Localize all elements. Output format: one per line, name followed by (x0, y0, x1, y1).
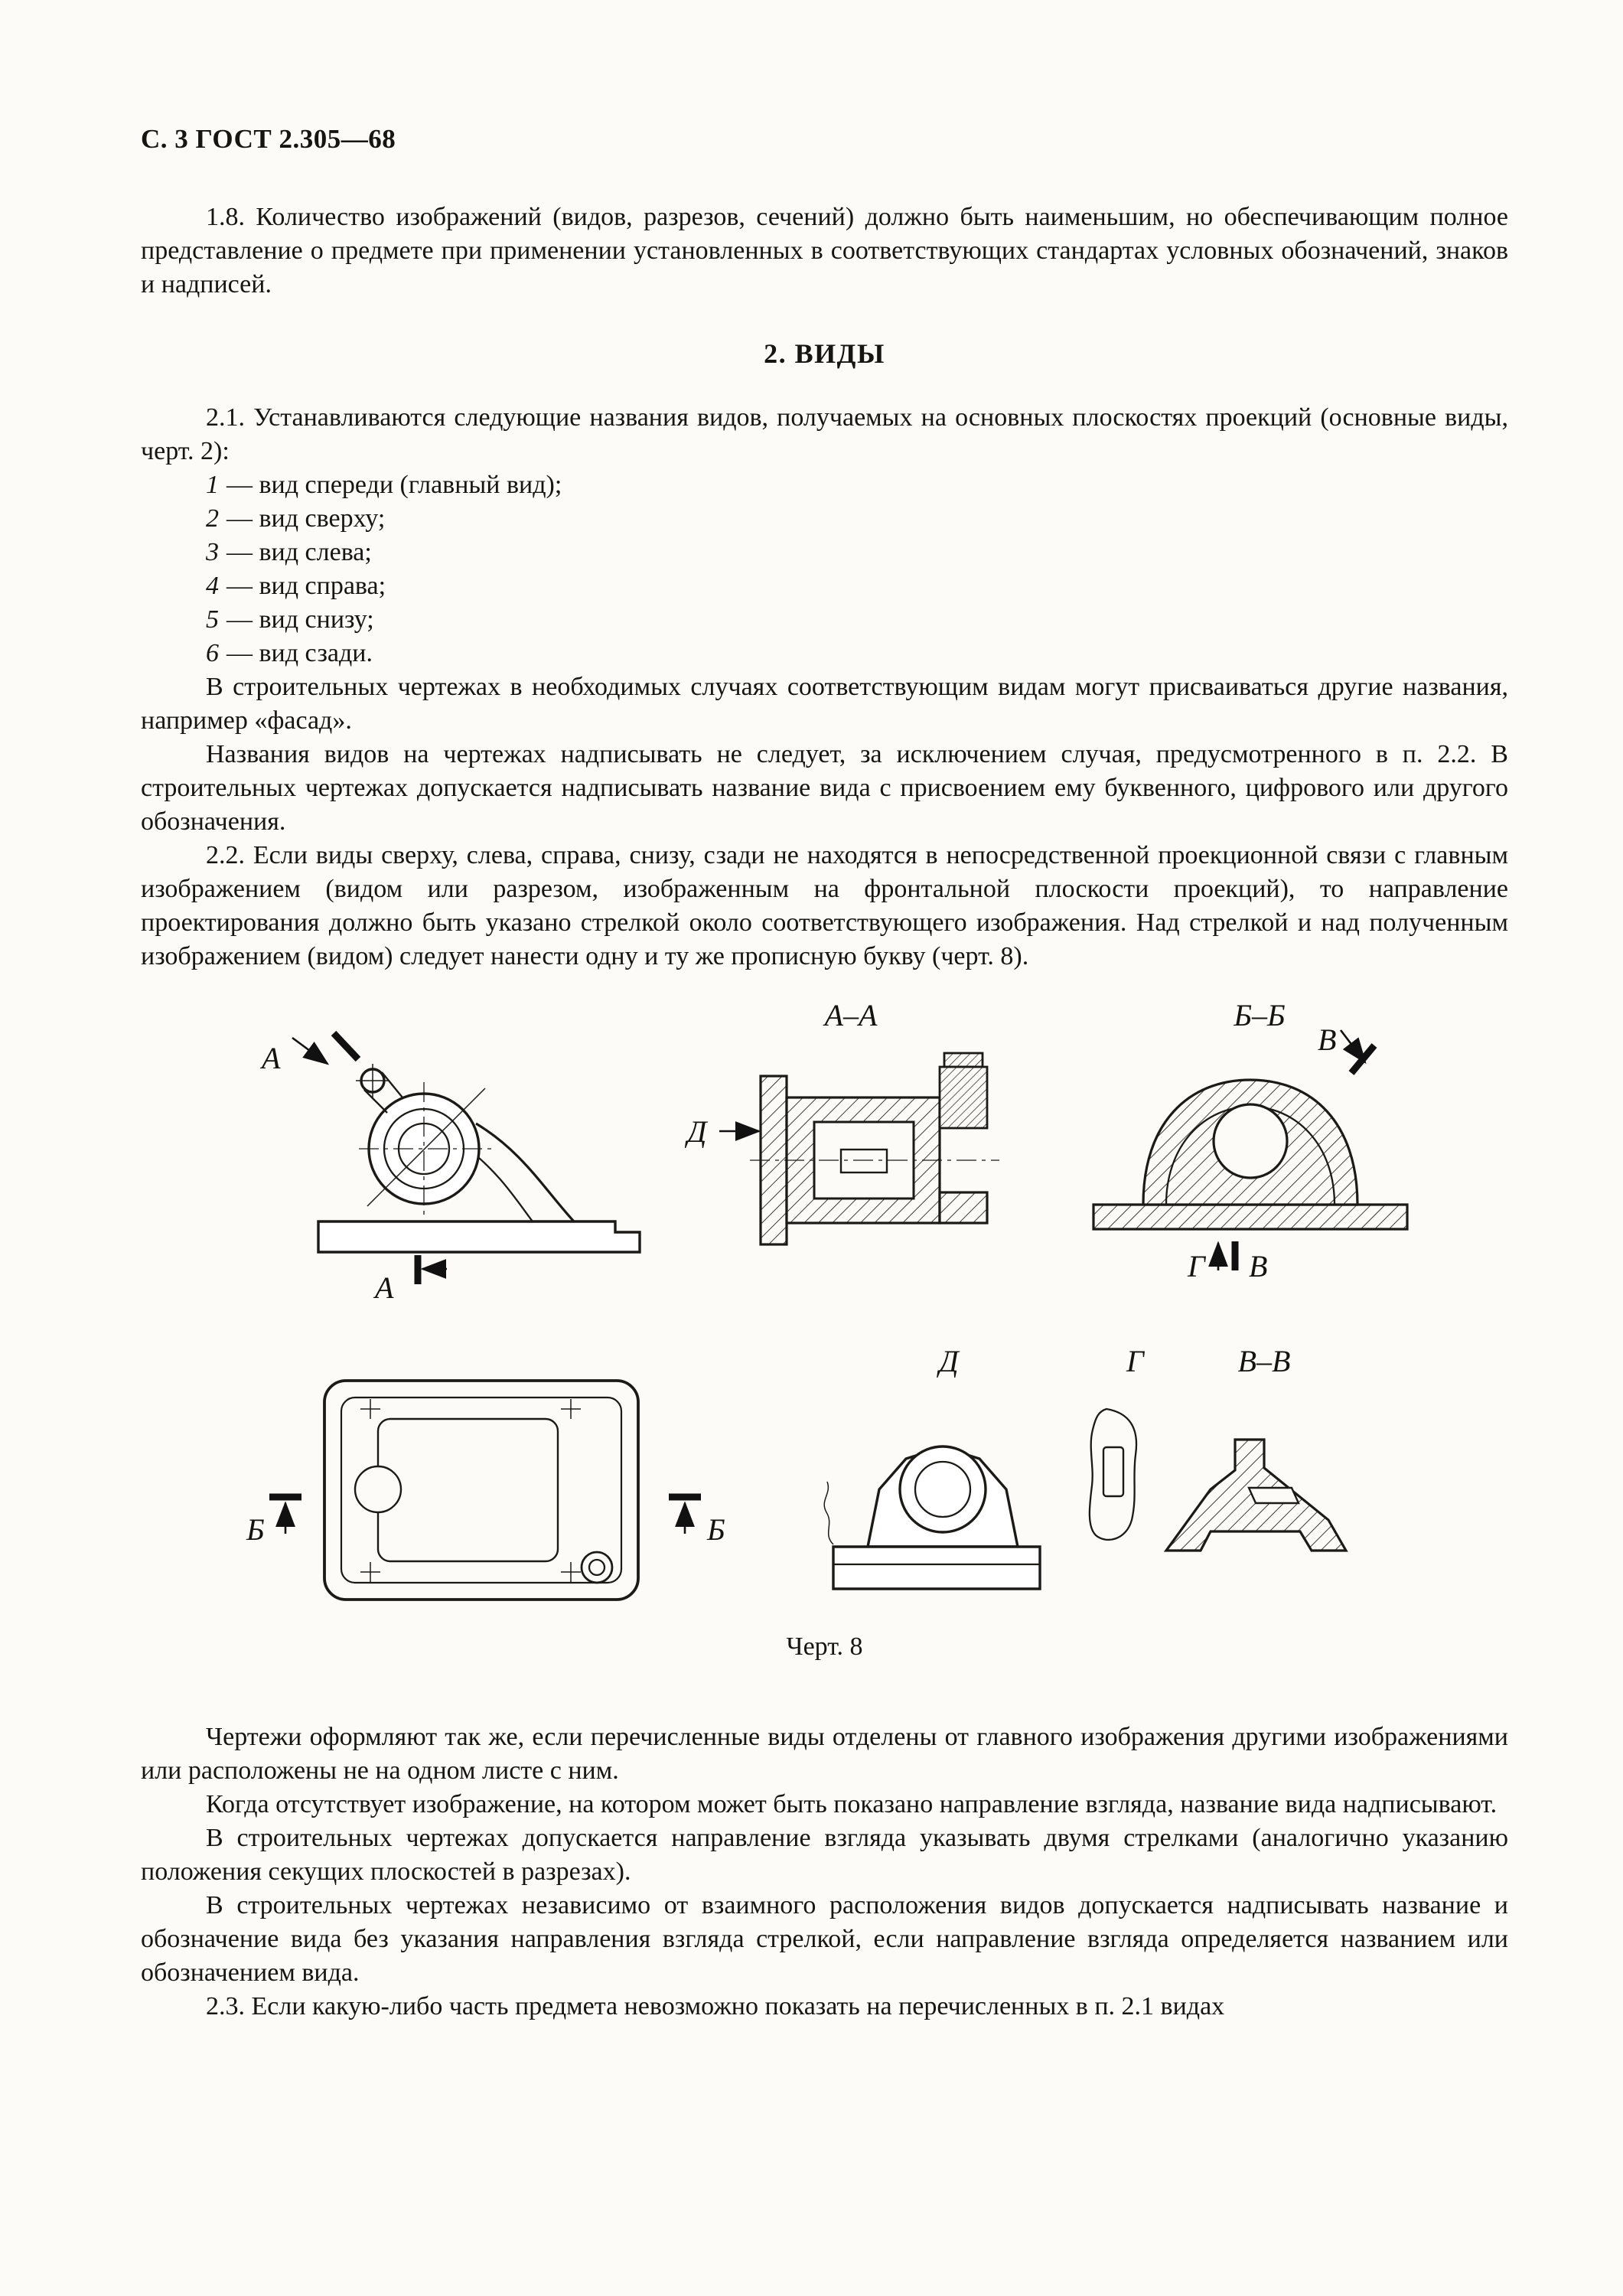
view-g-slot (1103, 1447, 1123, 1496)
label-cut-a-top: А (262, 1041, 281, 1075)
plan-lobe (355, 1466, 401, 1512)
section-right-top-block (940, 1067, 987, 1128)
label-cut-v-bottom: В (1249, 1249, 1268, 1283)
paragraph-independent: В строительных чертежах независимо от взаимного расположения видов допускается надписывать название и обозначение вида без указания направления взгляда стрелкой, если направление взгляда определяется названием или обозначением вида. (141, 1891, 1508, 1987)
view-label: — вид сверху; (227, 504, 386, 533)
view-number: 4 (206, 572, 219, 600)
view-list-item (141, 569, 1508, 603)
view-list-item (141, 468, 1508, 502)
view-number: 3 (206, 538, 219, 566)
view-list-item (141, 637, 1508, 670)
paragraph-2-1: 2.1. Устанавливаются следующие названия видов, получаемых на основных плоскостях проекций (основные виды, черт. 2): (141, 403, 1508, 465)
view-number: 5 (206, 605, 219, 634)
figure-caption: Черт. 8 (786, 1632, 863, 1661)
plan-hole-outer (582, 1552, 612, 1583)
views-list (141, 468, 1508, 670)
view-number: 1 (206, 471, 219, 499)
view-number: 2 (206, 504, 219, 533)
section-top-step (944, 1053, 983, 1067)
paragraph-two-arrows: В строительных чертежах допускается направление взгляда указывать двумя стрелками (аналогично указанию положения секущих плоскостей в разрезах). (141, 1824, 1508, 1886)
paragraph-absent-image: Когда отсутствует изображение, на котором может быть показано направление взгляда, название вида надписывают. (206, 1790, 1498, 1818)
front-view-drawing (259, 1033, 640, 1305)
page-header: С. 3 ГОСТ 2.305—68 (141, 124, 396, 154)
view-d-drawing (824, 1344, 1040, 1589)
view-list-item (141, 536, 1508, 569)
label-cut-a-bottom: А (375, 1270, 394, 1305)
label-cut-b-right: Б (707, 1512, 725, 1547)
view-g-drawing (1090, 1344, 1146, 1540)
label-view-d: Д (939, 1344, 959, 1378)
label-cut-b-left: Б (246, 1512, 265, 1547)
label-cut-v-top: В (1318, 1022, 1337, 1057)
ear-connector-right (382, 1072, 402, 1097)
label-section-b-b: Б–Б (1234, 1000, 1286, 1032)
ear-connector-left (364, 1090, 387, 1113)
paragraph-1-8: 1.8. Количество изображений (видов, разрезов, сечений) должно быть наименьшим, но обеспечивающим полное представление о предмете при применении установленных в соответствующих стандартах условных обозначений, знаков и надписей. (141, 203, 1508, 298)
label-section-a-a: А–А (824, 1000, 878, 1032)
view-list-item (141, 603, 1508, 637)
view-d-break-line (824, 1482, 833, 1544)
section-v-v-drawing (1166, 1344, 1346, 1551)
arch-bore-circle (1214, 1104, 1287, 1178)
section-right-bottom-block (940, 1192, 987, 1223)
view-d-base (833, 1547, 1040, 1589)
view-label: — вид спереди (главный вид); (227, 471, 562, 499)
paragraph-2-3: 2.3. Если какую-либо часть предмета невозможно показать на перечисленных в п. 2.1 видах (206, 1992, 1225, 2020)
plan-view-drawing (246, 1381, 725, 1600)
view-label: — вид снизу; (227, 605, 374, 634)
label-section-v-v: В–В (1237, 1344, 1291, 1378)
cutting-plane-tick-a-top (334, 1033, 358, 1059)
view-label: — вид слева; (227, 538, 372, 566)
section-title: 2. ВИДЫ (764, 338, 885, 369)
label-view-arrow-d: Д (687, 1114, 707, 1149)
view-label: — вид сзади. (227, 639, 373, 667)
figure-chert-8 (141, 1000, 1508, 1664)
section-inner-slot (841, 1150, 887, 1172)
paragraph-2-2: 2.2. Если виды сверху, слева, справа, снизу, сзади не находятся в непосредственной проекционной связи с главным изображением (видом или разрезом, изображенным на фронтальной плоскости проекций), то направление проектирования должно быть указано стрелкой около соответствующего изображения. Над стрелкой и над полученным изображением (видом) следует нанести одну и ту же прописную букву (черт. 8). (141, 841, 1508, 970)
label-view-g: Г (1126, 1344, 1144, 1378)
view-list-item (141, 502, 1508, 536)
plan-pocket-contour (378, 1419, 558, 1561)
technical-drawing-figure-8 (141, 1000, 1488, 1619)
view-number: 6 (206, 639, 219, 667)
section-b-b-drawing (1093, 1000, 1407, 1283)
paragraph-same-rules: Чертежи оформляют так же, если перечисленные виды отделены от главного изображения другими изображениями или расположены не на одном листе с ним. (141, 1723, 1508, 1785)
arch-base (1093, 1205, 1407, 1229)
cutting-arrow-a-top (292, 1038, 328, 1064)
bracket-arm-outer (476, 1124, 574, 1221)
bracket-base (318, 1221, 640, 1252)
paragraph-facade: В строительных чертежах в необходимых случаях соответствующим видам могут присваиваться другие названия, например «фасад». (141, 673, 1508, 735)
view-d-boss-outer (900, 1446, 986, 1532)
section-a-a-drawing (684, 1000, 999, 1244)
label-cut-g-bottom: Г (1188, 1249, 1205, 1283)
view-label: — вид справа; (227, 572, 386, 600)
section-v-v-slot (1249, 1488, 1299, 1503)
paragraph-view-names: Названия видов на чертежах надписывать не следует, за исключением случая, предусмотренного в п. 2.2. В строительных чертежах допускается надписывать название вида с присвоением ему буквенного, цифрового или другого обозначения. (141, 740, 1508, 836)
